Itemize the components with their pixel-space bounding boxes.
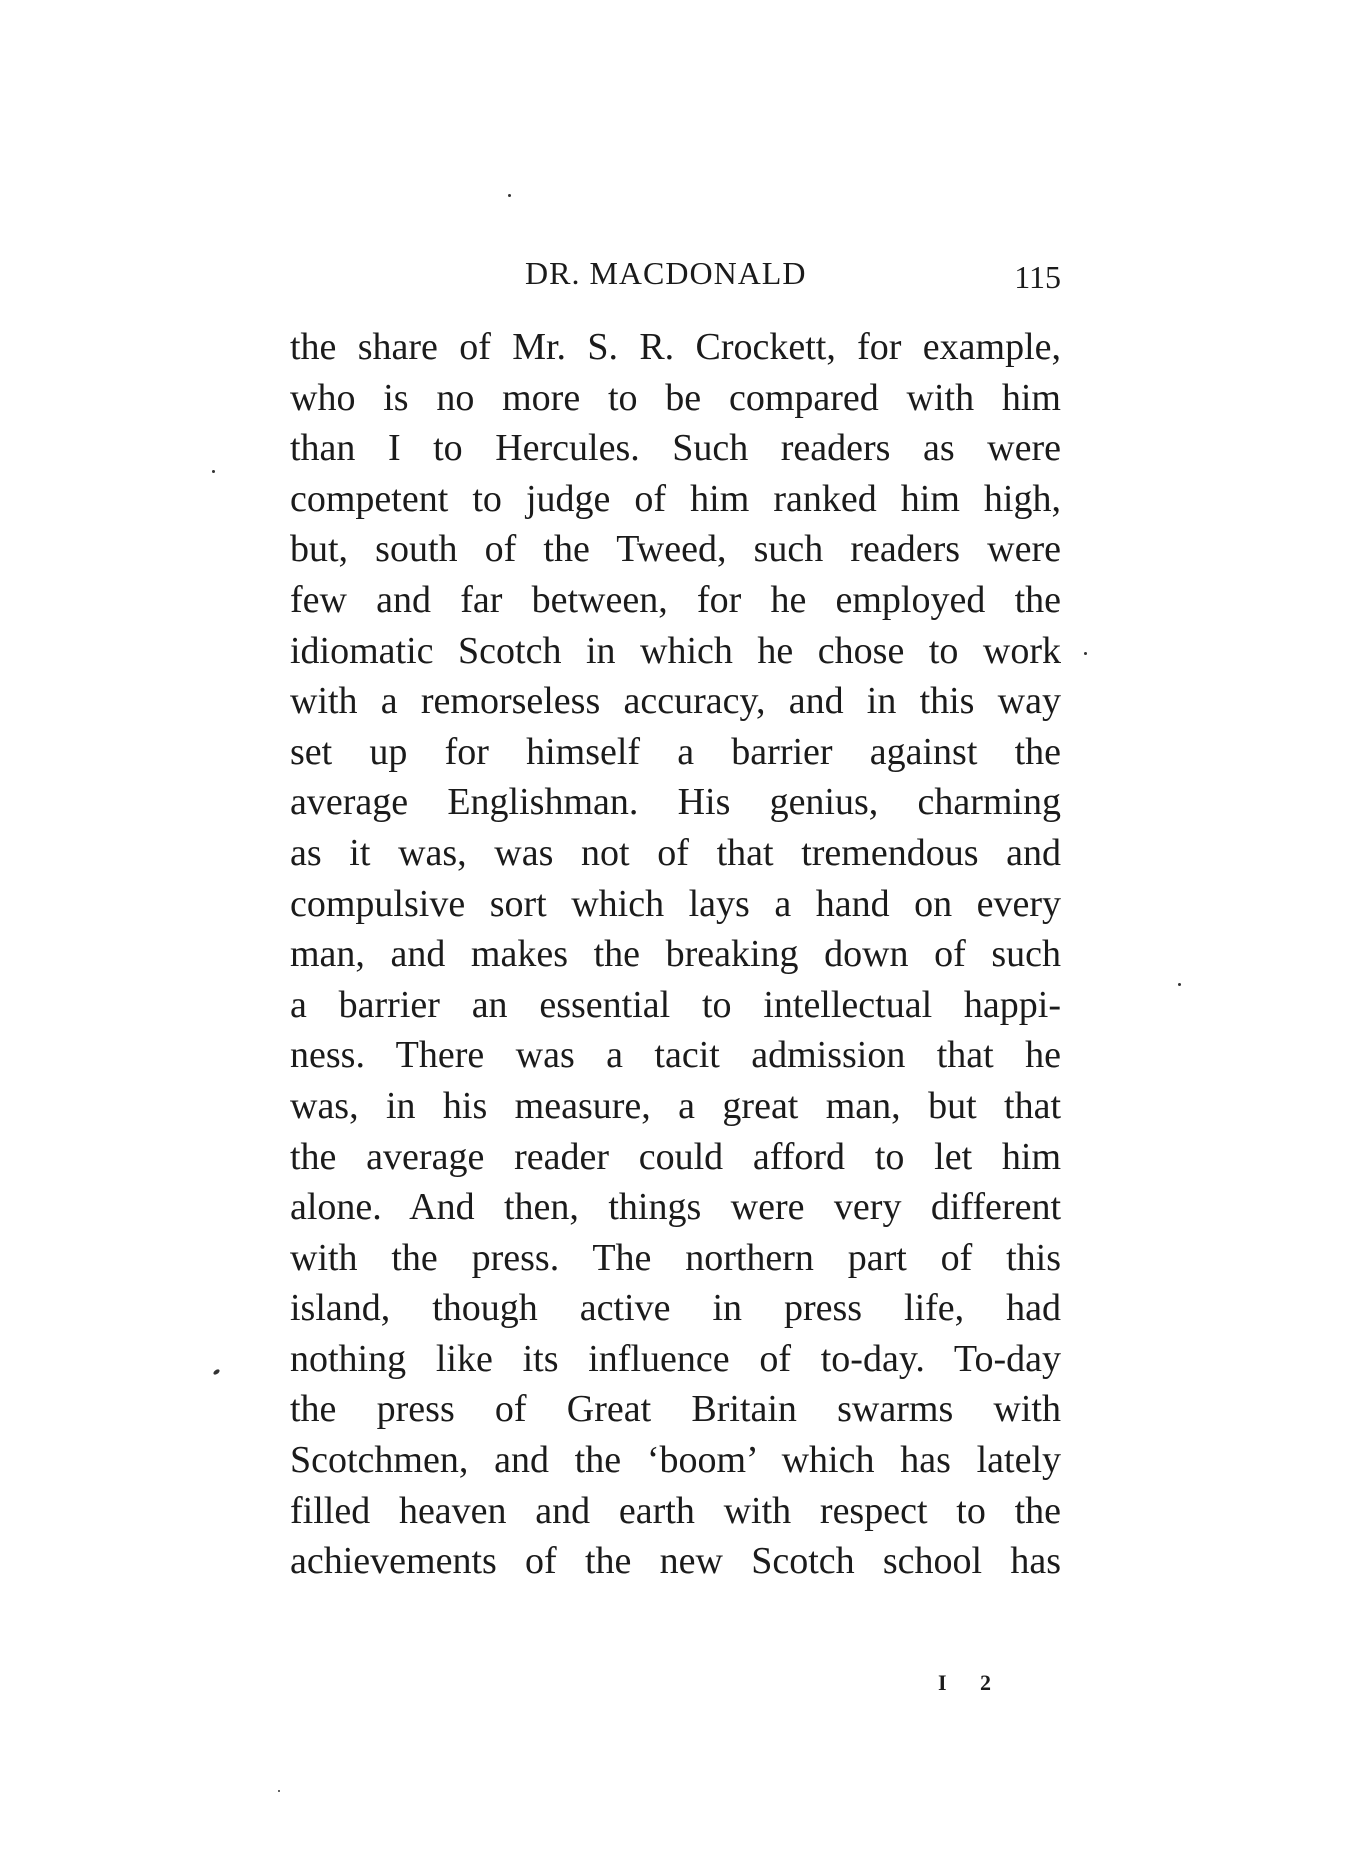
text-line: the share of Mr. S. R. Crockett, for example,	[290, 326, 1061, 368]
text-line: idiomatic Scotch in which he chose to work	[290, 629, 1061, 672]
text-line: alone. And then, things were very different	[290, 1186, 1061, 1229]
text-line: with a remorseless accuracy, and in this way	[290, 680, 1061, 723]
text-line: nothing like its influence of to-day. To-day	[290, 1337, 1061, 1380]
scan-speck	[1178, 983, 1181, 986]
text-line: a barrier an essential to intellectual happi-	[290, 983, 1061, 1026]
text-line: set up for himself a barrier against the	[290, 730, 1061, 773]
text-line: with the press. The northern part of this	[290, 1236, 1061, 1279]
text-line: achievements of the new Scotch school has	[290, 1540, 1061, 1583]
text-line: ness. There was a tacit admission that he	[290, 1034, 1061, 1077]
body-text	[290, 322, 1061, 1587]
page-number: 115	[1014, 259, 1061, 295]
scan-speck	[212, 470, 215, 473]
text-line: man, and makes the breaking down of such	[290, 933, 1061, 976]
text-line: than I to Hercules. Such readers as were	[290, 427, 1061, 470]
text-line: who is no more to be compared with him	[290, 376, 1061, 419]
scan-speck	[278, 1790, 280, 1792]
scan-speck	[508, 194, 511, 197]
text-line: Scotchmen, and the ‘boom’ which has lately	[290, 1439, 1061, 1482]
scan-speck	[212, 1368, 220, 1375]
text-line: compulsive sort which lays a hand on every	[290, 882, 1061, 925]
signature-mark: I 2	[938, 1670, 1006, 1695]
scan-speck	[1084, 652, 1087, 655]
running-head	[290, 248, 1065, 298]
text-line: island, though active in press life, had	[290, 1287, 1061, 1330]
text-line: average Englishman. His genius, charming	[290, 781, 1061, 824]
text-line: as it was, was not of that tremendous and	[290, 831, 1061, 874]
running-title: DR. MACDONALD	[525, 255, 807, 291]
text-line: the average reader could afford to let him	[290, 1135, 1061, 1178]
text-line: but, south of the Tweed, such readers were	[290, 528, 1061, 571]
text-line: filled heaven and earth with respect to the	[290, 1489, 1061, 1532]
text-line: competent to judge of him ranked him high,	[290, 477, 1061, 520]
text-line: was, in his measure, a great man, but that	[290, 1084, 1061, 1127]
text-line: few and far between, for he employed the	[290, 578, 1061, 621]
text-line: the press of Great Britain swarms with	[290, 1388, 1061, 1431]
